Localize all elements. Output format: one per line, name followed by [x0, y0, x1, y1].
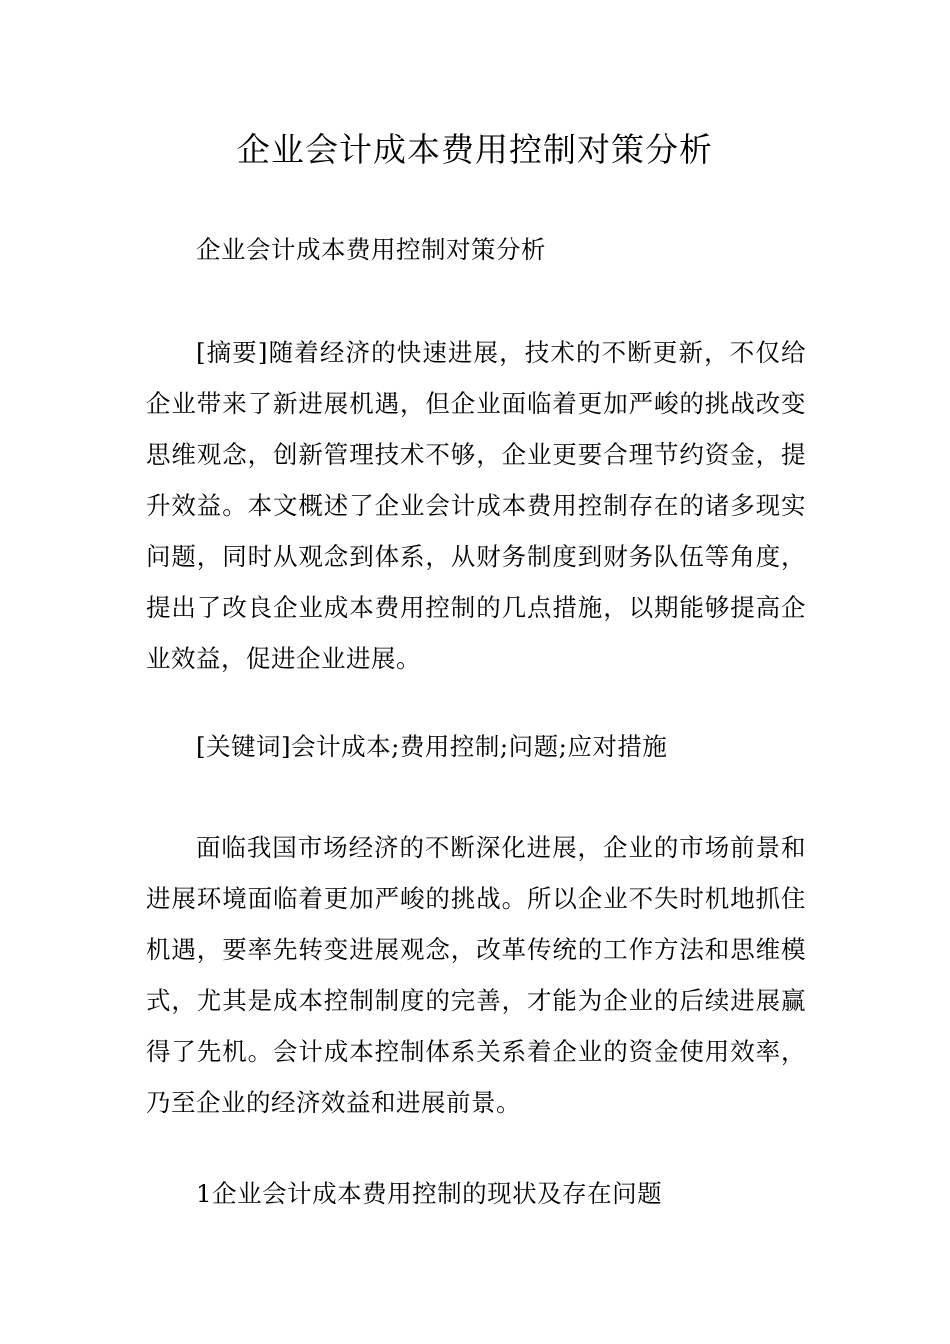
section-heading: 1企业会计成本费用控制的现状及存在问题 — [196, 1179, 663, 1208]
document-title: 企业会计成本费用控制对策分析 — [237, 130, 713, 169]
keywords-paragraph: [关键词]会计成本;费用控制;问题;应对措施 — [196, 732, 668, 761]
document-subtitle: 企业会计成本费用控制对策分析 — [196, 235, 546, 264]
abstract-paragraph: [摘要]随着经济的快速进展，技术的不断更新，不仅给企业带来了新进展机遇，但企业面临着更加严峻的挑战改变思维观念，创新管理技术不够，企业更要合理节约资金，提升效益。本文概述了企业会计成本费用控制存在的诸多现实问题，同时从观念到体系，从财务制度到财务队伍等角度，提出了改良企业成本费用控制的几点措施，以期能够提高企业效益，促进企业进展。 — [146, 338, 806, 673]
body-paragraph: 面临我国市场经济的不断深化进展，企业的市场前景和进展环境面临着更加严峻的挑战。所以企业不失时机地抓住机遇，要率先转变进展观念，改革传统的工作方法和思维模式，尤其是成本控制制度的完善，才能为企业的后续进展赢得了先机。会计成本控制体系关系着企业的资金使用效率，乃至企业的经济效益和进展前景。 — [146, 833, 806, 1117]
